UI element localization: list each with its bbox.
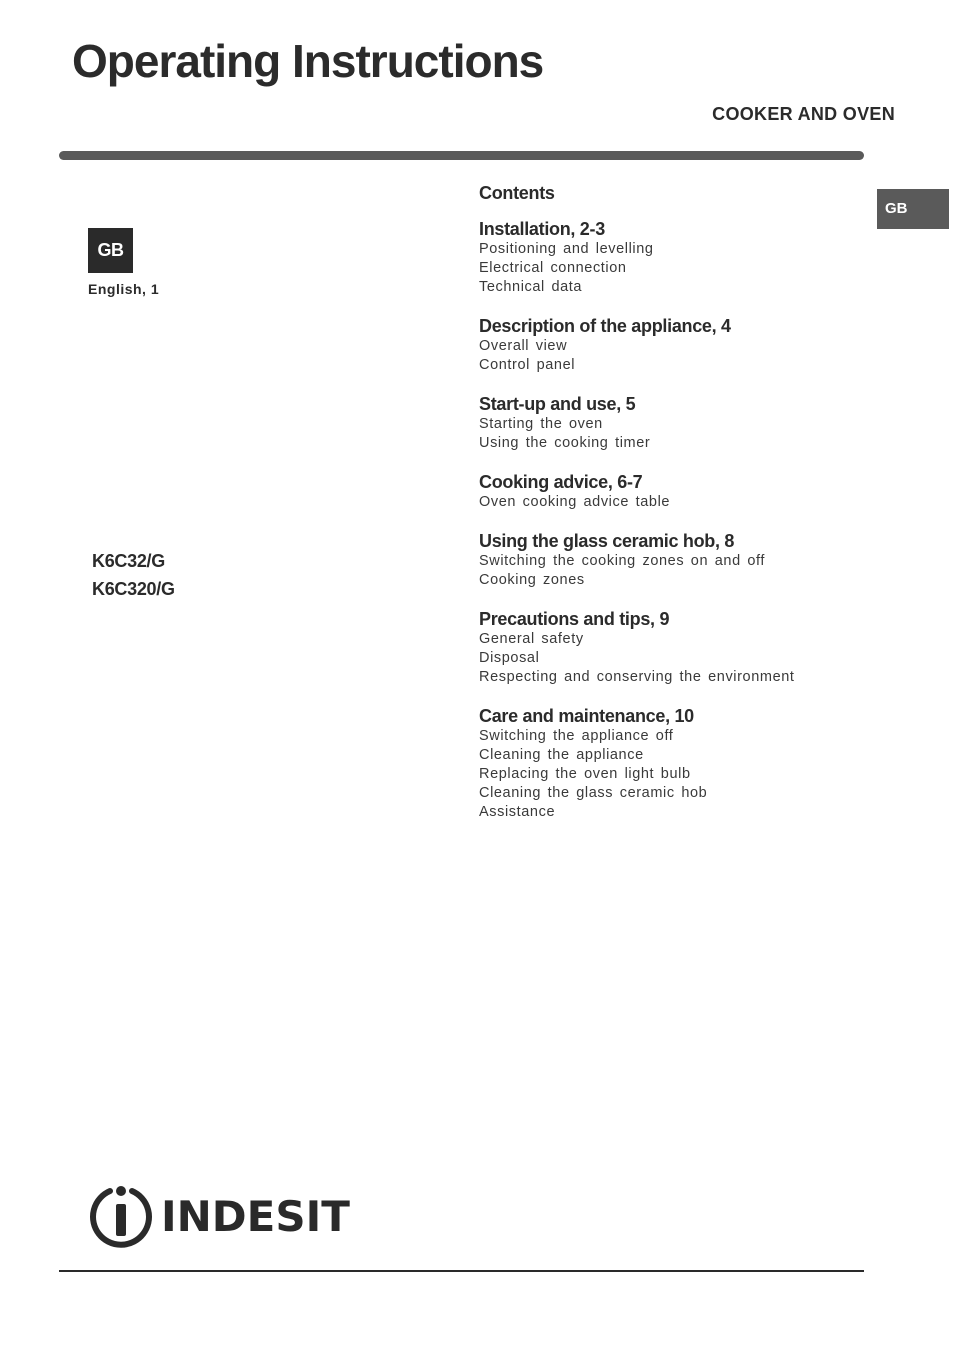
toc-item[interactable]: Cleaning the appliance bbox=[479, 747, 644, 763]
toc-section bbox=[479, 608, 879, 687]
language-badge-gb: GB bbox=[88, 228, 133, 273]
toc-section-title[interactable]: Using the glass ceramic hob, 8 bbox=[479, 531, 735, 551]
contents-heading: Contents bbox=[479, 183, 555, 203]
toc-section bbox=[479, 315, 879, 375]
toc-section bbox=[479, 471, 879, 512]
toc-item[interactable]: Replacing the oven light bulb bbox=[479, 766, 691, 782]
document-subtitle: COOKER AND OVEN bbox=[712, 104, 895, 124]
toc-section-title[interactable]: Precautions and tips, 9 bbox=[479, 609, 670, 629]
table-of-contents bbox=[479, 183, 879, 840]
toc-item[interactable]: Overall view bbox=[479, 338, 568, 354]
toc-section-title[interactable]: Cooking advice, 6-7 bbox=[479, 472, 643, 492]
brand-name: INDESIT bbox=[161, 1192, 350, 1241]
toc-section bbox=[479, 393, 879, 453]
toc-item[interactable]: Cleaning the glass ceramic hob bbox=[479, 785, 708, 801]
header-divider-bar bbox=[59, 151, 864, 160]
toc-item[interactable]: General safety bbox=[479, 631, 584, 647]
toc-section bbox=[479, 705, 879, 822]
language-tab-gb[interactable]: GB bbox=[877, 189, 949, 229]
toc-section-title[interactable]: Start-up and use, 5 bbox=[479, 394, 636, 414]
toc-item[interactable]: Cooking zones bbox=[479, 572, 585, 588]
model-number: K6C320/G bbox=[92, 579, 175, 599]
toc-item[interactable]: Positioning and levelling bbox=[479, 241, 654, 257]
toc-item[interactable]: Control panel bbox=[479, 357, 576, 373]
toc-section bbox=[479, 530, 879, 590]
page-title: Operating Instructions bbox=[72, 35, 544, 87]
toc-item[interactable]: Disposal bbox=[479, 650, 540, 666]
toc-section-title[interactable]: Description of the appliance, 4 bbox=[479, 316, 731, 336]
toc-item[interactable]: Assistance bbox=[479, 804, 556, 820]
toc-section-title[interactable]: Care and maintenance, 10 bbox=[479, 706, 694, 726]
toc-item[interactable]: Using the cooking timer bbox=[479, 435, 651, 451]
toc-item[interactable]: Technical data bbox=[479, 279, 583, 295]
language-link-english[interactable]: English, 1 bbox=[88, 281, 160, 297]
toc-item[interactable]: Electrical connection bbox=[479, 260, 627, 276]
toc-section bbox=[479, 218, 879, 297]
toc-item[interactable]: Respecting and conserving the environment bbox=[479, 669, 795, 685]
toc-item[interactable]: Oven cooking advice table bbox=[479, 494, 671, 510]
toc-item[interactable]: Starting the oven bbox=[479, 416, 603, 432]
toc-item[interactable]: Switching the cooking zones on and off bbox=[479, 553, 766, 569]
model-number: K6C32/G bbox=[92, 551, 165, 571]
toc-section-title[interactable]: Installation, 2-3 bbox=[479, 219, 605, 239]
toc-item[interactable]: Switching the appliance off bbox=[479, 728, 674, 744]
indesit-logo-icon bbox=[88, 1183, 154, 1249]
footer-divider bbox=[59, 1270, 864, 1272]
